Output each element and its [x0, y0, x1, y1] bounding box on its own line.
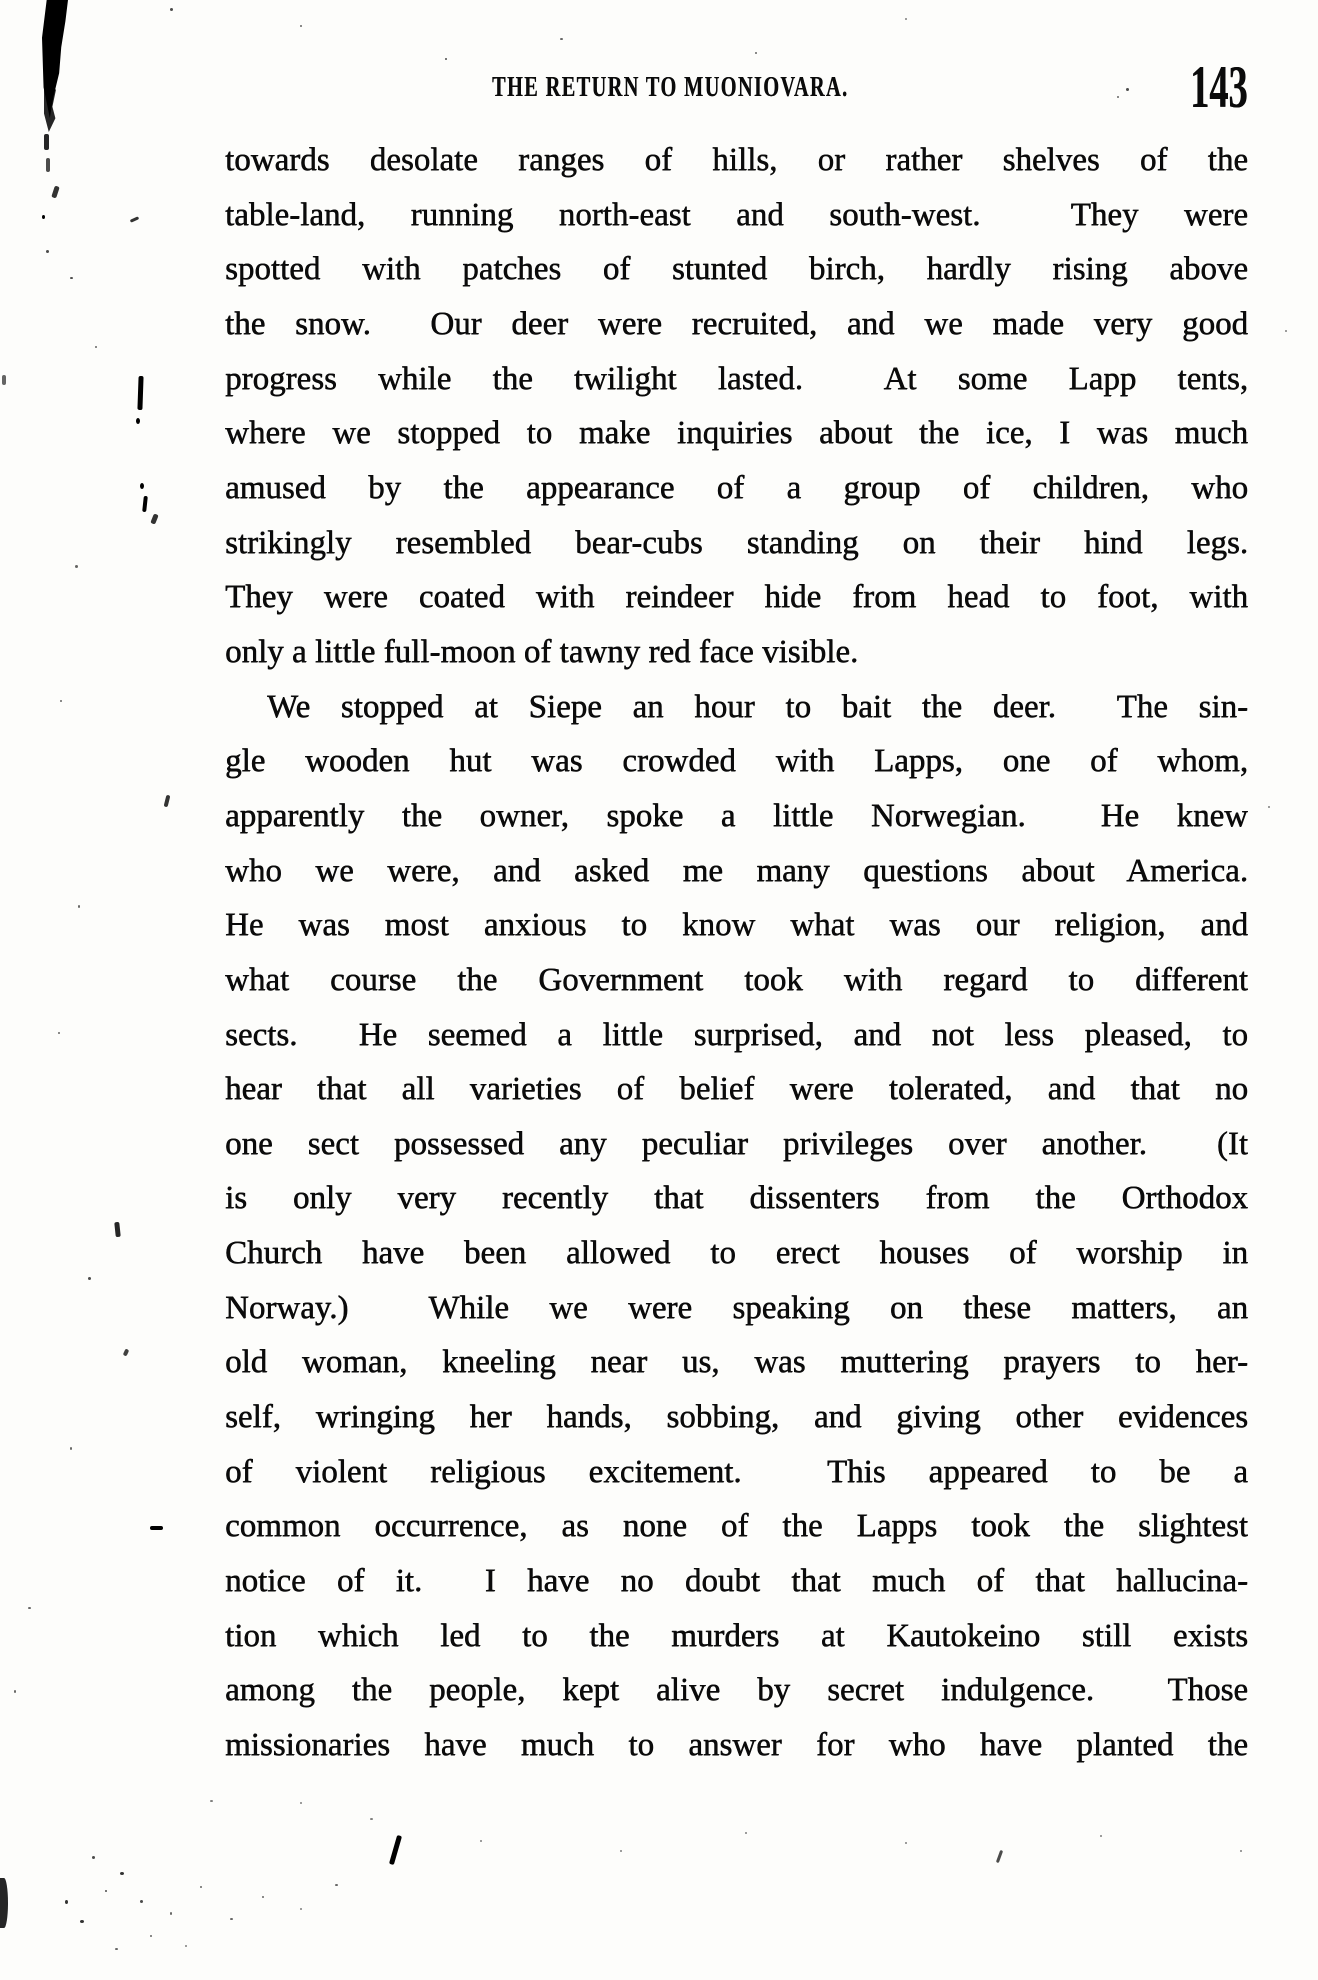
stray-slash-mark [389, 1835, 402, 1865]
scan-speck [905, 1842, 907, 1844]
scan-speck [2, 375, 6, 385]
scan-speck [745, 1832, 747, 1834]
scan-speck [1268, 806, 1270, 808]
scan-speck [1117, 96, 1119, 98]
scan-speck [28, 1607, 31, 1609]
scan-speck [1240, 1850, 1242, 1852]
scan-speck [130, 216, 139, 222]
scan-speck [78, 905, 80, 908]
text-line: He was most anxious to know what was our religion, and [225, 907, 1248, 944]
scan-speck [300, 25, 302, 27]
text-line: gle wooden hut was crowded with Lapps, one of whom, [225, 743, 1248, 780]
body-text [225, 133, 1248, 1773]
text-line: amused by the appearance of a group of children, who [225, 469, 1248, 506]
scan-speck [70, 277, 73, 279]
text-line: where we stopped to make inquiries about the ice, I was much [225, 415, 1248, 452]
text-line: self, wringing her hands, sobbing, and giving other evidences [225, 1399, 1248, 1436]
scan-speck [445, 58, 447, 60]
text-line: spotted with patches of stunted birch, hardly rising above [225, 251, 1248, 288]
scan-speck [123, 1348, 130, 1356]
text-line: one sect possessed any peculiar privileges over another. (It [225, 1125, 1248, 1162]
scan-speck [136, 418, 140, 424]
scan-speck [51, 186, 59, 199]
scan-speck [14, 1690, 16, 1693]
text-line: Church have been allowed to erect houses of worship in [225, 1235, 1248, 1272]
scan-speck [65, 1900, 68, 1904]
scan-speck [560, 38, 563, 40]
scan-speck [262, 1896, 264, 1898]
scan-speck [335, 1884, 338, 1886]
scan-speck [140, 1900, 143, 1903]
scan-speck [105, 1890, 107, 1892]
text-line: sects. He seemed a little surprised, and not less pleased, to [225, 1016, 1248, 1053]
text-line: progress while the twilight lasted. At some Lapp tents, [225, 360, 1248, 397]
scan-speck [70, 1447, 72, 1450]
scan-speck [150, 513, 158, 524]
scan-speck [1285, 330, 1287, 332]
text-line: tion which led to the murders at Kautokeino still exists [225, 1617, 1248, 1654]
scan-speck [46, 158, 50, 172]
scan-speck [300, 1908, 302, 1910]
text-line: apparently the owner, spoke a little Norwegian. He knew [225, 797, 1248, 834]
scan-speck [142, 496, 148, 512]
scan-speck [44, 134, 49, 150]
scan-speck [88, 1277, 91, 1280]
scan-speck [0, 1878, 8, 1928]
scan-speck [300, 1802, 302, 1804]
text-line: They were coated with reindeer hide from head to foot, with [225, 579, 1248, 616]
text-line: old woman, kneeling near us, was muttering prayers to her- [225, 1344, 1248, 1381]
text-line: who we were, and asked me many questions about America. [225, 852, 1248, 889]
scan-speck [150, 1935, 152, 1937]
binding-mark-tail [44, 86, 56, 132]
scan-speck [95, 346, 97, 348]
text-line: towards desolate ranges of hills, or rather shelves of the [225, 142, 1248, 178]
scan-speck [58, 1032, 60, 1034]
scan-speck [480, 1840, 482, 1842]
scan-speck [170, 8, 173, 11]
scan-speck [80, 1920, 84, 1923]
text-line: notice of it. I have no doubt that much of that hallucina- [225, 1563, 1248, 1600]
scan-speck [140, 483, 144, 489]
text-line: what course the Government took with regard to different [225, 961, 1248, 998]
text-line: among the people, kept alive by secret indulgence. Those [225, 1672, 1248, 1709]
scan-speck [755, 52, 757, 54]
scan-speck [185, 1945, 187, 1947]
text-line: of violent religious excitement. This appeared to be a [225, 1453, 1248, 1490]
scan-speck [75, 565, 78, 568]
text-line: hear that all varieties of belief were tolerated, and that no [225, 1071, 1248, 1108]
text-line: common occurrence, as none of the Lapps took the slightest [225, 1508, 1248, 1545]
scan-speck [1126, 88, 1129, 91]
scan-speck [120, 1872, 124, 1875]
scan-speck [170, 1912, 172, 1915]
text-line: missionaries have much to answer for who have planted the [225, 1727, 1248, 1764]
scan-speck [230, 1918, 233, 1920]
text-line: We stopped at Siepe an hour to bait the deer. The sin- [267, 688, 1248, 725]
scan-speck [164, 795, 171, 808]
scan-speck [210, 1800, 213, 1802]
running-header: THE RETURN TO MUONIOVARA. [492, 71, 849, 103]
scan-speck [46, 250, 49, 253]
scan-speck [137, 376, 143, 410]
scan-speck [150, 1526, 163, 1530]
scan-speck [905, 18, 907, 20]
scan-speck [1100, 1835, 1102, 1837]
text-line: the snow. Our deer were recruited, and we made very good [225, 305, 1248, 342]
scan-speck [114, 1222, 121, 1237]
scan-speck [200, 1886, 202, 1888]
scan-speck [370, 1818, 373, 1820]
page-number: 143 [1190, 54, 1248, 120]
text-line: Norway.) While we were speaking on these matters, an [225, 1289, 1248, 1326]
text-line: table-land, running north-east and south-west. They were [225, 196, 1248, 233]
scan-speck [996, 1850, 1003, 1863]
scan-speck [115, 1948, 118, 1950]
text-line: is only very recently that dissenters from the Orthodox [225, 1180, 1248, 1217]
scan-speck [92, 1856, 95, 1859]
text-line: only a little full-moon of tawny red face visible. [225, 633, 859, 670]
scan-speck [60, 700, 62, 702]
scan-speck [620, 1850, 622, 1852]
scan-speck [42, 215, 45, 219]
text-line: strikingly resembled bear-cubs standing on their hind legs. [225, 524, 1248, 561]
